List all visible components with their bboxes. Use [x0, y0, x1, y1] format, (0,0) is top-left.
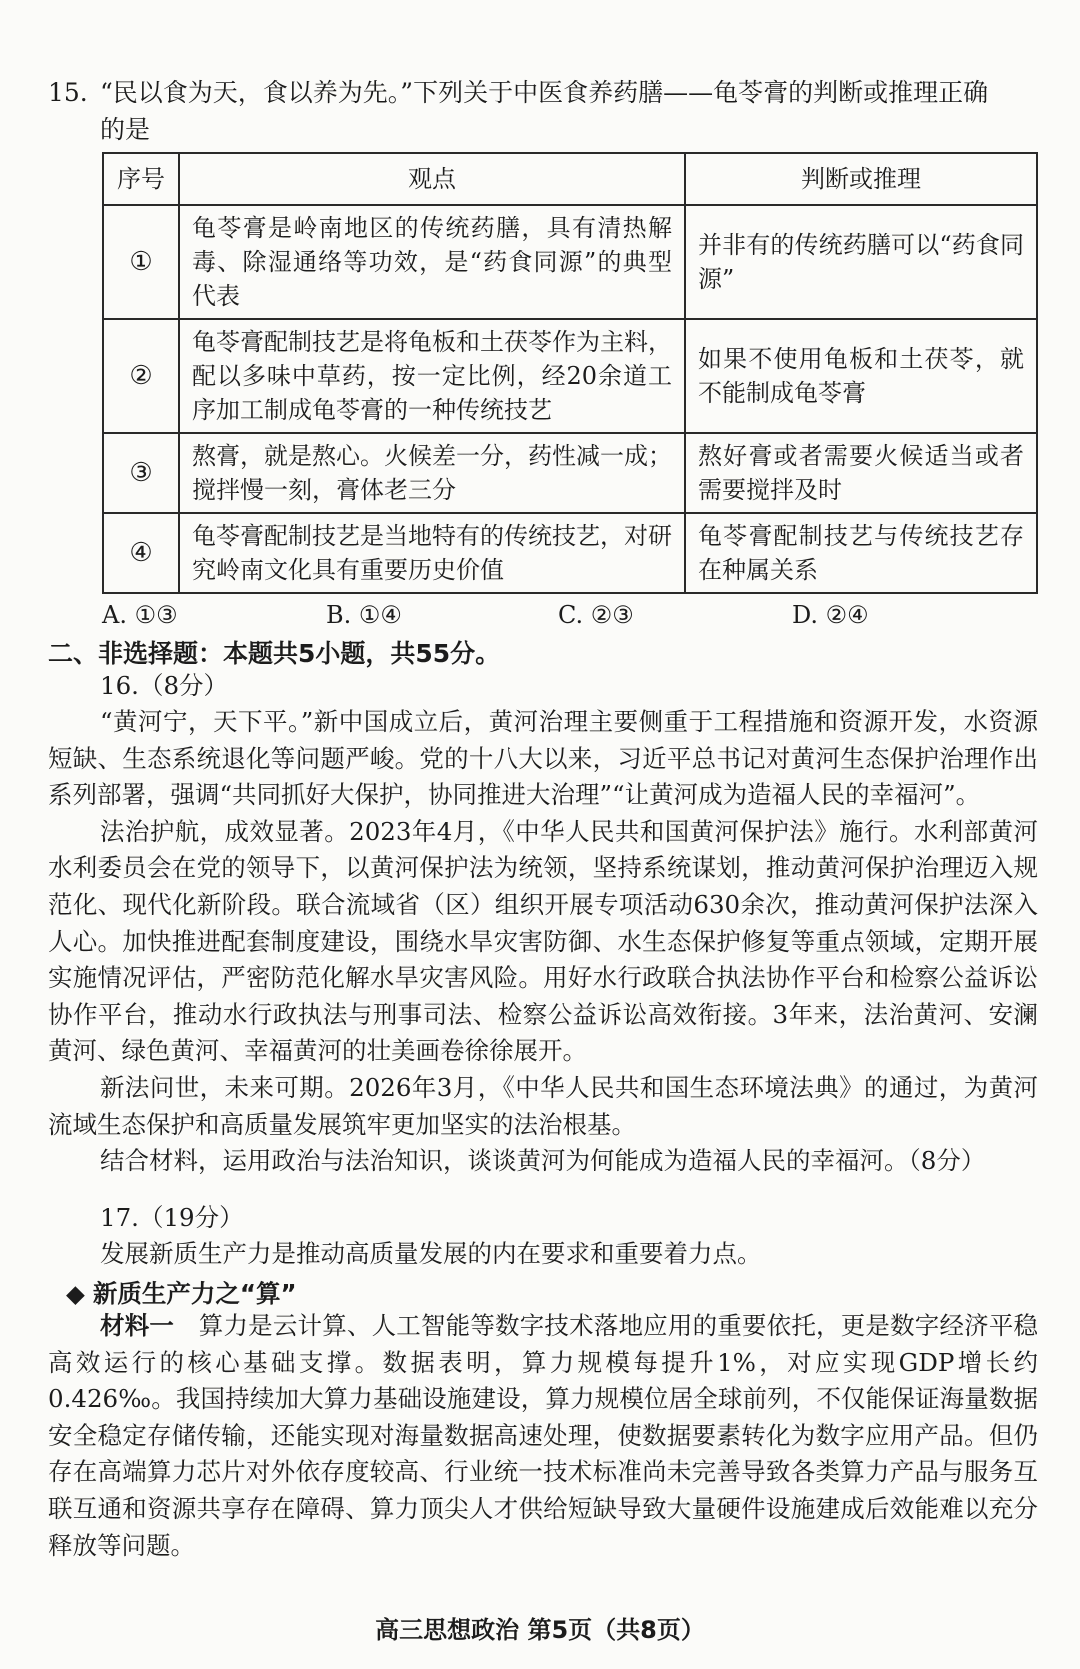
row-view: 龟苓膏配制技艺是当地特有的传统技艺，对研究岭南文化具有重要历史价值 — [179, 513, 685, 593]
table-row — [103, 513, 1037, 593]
row-view: 熬膏，就是熬心。火候差一分，药性减一成；搅拌慢一刻，膏体老三分 — [179, 433, 685, 513]
question-17-intro-block — [48, 1236, 1038, 1273]
row-judgment: 熬好膏或者需要火候适当或者需要搅拌及时 — [685, 433, 1037, 513]
question-stem-line1: “民以食为天，食以养为先。”下列关于中医食养药膳——龟苓膏的判断或推理正确 — [100, 78, 989, 107]
section-2-heading: 二、非选择题：本题共5小题，共55分。 — [48, 639, 501, 668]
table-row — [103, 433, 1037, 513]
table-header-view: 观点 — [179, 153, 685, 205]
question-17-subhead — [66, 1275, 297, 1310]
table-header-index: 序号 — [103, 153, 179, 205]
row-index: ④ — [103, 513, 179, 593]
row-view: 龟苓膏是岭南地区的传统药膳，具有清热解毒、除湿通络等功效，是“药食同源”的典型代表 — [179, 205, 685, 319]
subhead-text: 新质生产力之“算” — [92, 1279, 297, 1308]
question-stem-line2: 的是 — [100, 115, 151, 144]
table-header-judgment: 判断或推理 — [685, 153, 1037, 205]
row-judgment: 并非有的传统药膳可以“药食同源” — [685, 205, 1037, 319]
row-index: ① — [103, 205, 179, 319]
question-16-material — [48, 704, 1038, 1180]
choice-b: B. ①④ — [326, 601, 402, 629]
material-text: 算力是云计算、人工智能等数字技术落地应用的重要依托，更是数字经济平稳高效运行的核心基础支撑。数据表明，算力规模每提升1%，对应实现GDP增长约0.426‰。我国持续加大算力基础设施建设，算力规模位居全球前列，不仅能保证海量数据安全稳定存储传输，还能实现对海量数据高速处理，使数据要素转化为数字应用产品。但仍存在高端算力芯片对外依存度较高、行业统一技术标准尚未完善导致各类算力产品与服务互联互通和资源共享存在障碍、算力顶尖人才供给短缺导致大量硬件设施建成后效能难以充分释放等问题。 — [48, 1311, 1039, 1560]
question-16-head: 16.（8分） — [100, 671, 229, 700]
table-header-row — [103, 153, 1037, 205]
table-row — [103, 319, 1037, 433]
paragraph: 法治护航，成效显著。2023年4月，《中华人民共和国黄河保护法》施行。水利部黄河水利委员会在党的领导下，以黄河保护法为统领，坚持系统谋划，推动黄河保护治理迈入规范化、现代化新阶段。联合流域省（区）组织开展专项活动630余次，推动黄河保护法深入人心。加快推进配套制度建设，围绕水旱灾害防御、水生态保护修复等重点领域，定期开展实施情况评估，严密防范化解水旱灾害风险。用好水行政联合执法协作平台和检察公益诉讼协作平台，推动水行政执法与刑事司法、检察公益诉讼高效衔接。3年来，法治黄河、安澜黄河、绿色黄河、幸福黄河的壮美画卷徐徐展开。 — [48, 816, 1038, 1066]
row-index: ② — [103, 319, 179, 433]
diamond-bullet-icon: ◆ — [66, 1279, 85, 1308]
material-paragraph — [48, 1308, 1038, 1564]
row-judgment: 如果不使用龟板和土茯苓，就不能制成龟苓膏 — [685, 319, 1037, 433]
choice-d: D. ②④ — [792, 601, 869, 629]
question-15-table — [102, 152, 1038, 594]
paragraph: 新法问世，未来可期。2026年3月，《中华人民共和国生态环境法典》的通过，为黄河流域生态保护和高质量发展筑牢更加坚实的法治根基。 — [48, 1072, 1038, 1139]
table-row — [103, 205, 1037, 319]
question-17-intro: 发展新质生产力是推动高质量发展的内在要求和重要着力点。 — [100, 1239, 762, 1268]
question-17-material-1 — [48, 1308, 1038, 1564]
paragraph: “黄河宁，天下平。”新中国成立后，黄河治理主要侧重于工程措施和资源开发，水资源短缺、生态系统退化等问题严峻。党的十八大以来，习近平总书记对黄河生态保护治理作出系列部署，强调“共同抓好大保护，协同推进大治理”“让黄河成为造福人民的幸福河”。 — [48, 707, 1038, 810]
choice-a: A. ①③ — [102, 601, 178, 629]
material-label: 材料一 — [100, 1311, 175, 1340]
question-15-stem — [48, 74, 1038, 148]
question-number: 15. — [48, 78, 88, 107]
question-16-prompt: 结合材料，运用政治与法治知识，谈谈黄河为何能成为造福人民的幸福河。（8分） — [100, 1146, 986, 1176]
row-judgment: 龟苓膏配制技艺与传统技艺存在种属关系 — [685, 513, 1037, 593]
choice-c: C. ②③ — [558, 601, 634, 629]
row-index: ③ — [103, 433, 179, 513]
page-footer: 高三思想政治 第5页（共8页） — [375, 1616, 705, 1644]
row-view: 龟苓膏配制技艺是将龟板和土茯苓作为主料，配以多味中草药，按一定比例，经20余道工序加工制成龟苓膏的一种传统技艺 — [179, 319, 685, 433]
question-17-head: 17.（19分） — [100, 1203, 244, 1232]
